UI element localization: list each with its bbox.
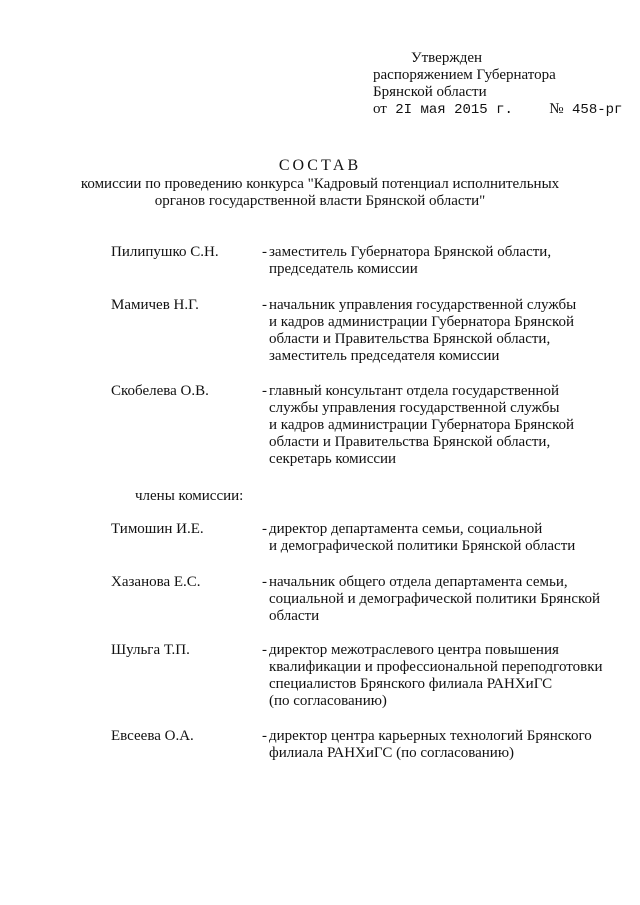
document-subtitle-line1: комиссии по проведению конкурса "Кадровый потенциал исполнительных [80,176,560,192]
member-name: Хазанова Е.С. [111,574,201,590]
approval-region: Брянской области [373,84,487,100]
member-dash: - [262,297,267,313]
member-name: Евсеева О.А. [111,728,194,744]
member-role [269,383,619,468]
member-role-line: квалификации и профессиональной переподготовки [269,659,603,675]
member-dash: - [262,642,267,658]
member-dash: - [262,521,267,537]
member-name: Скобелева О.В. [111,383,209,399]
approval-order: распоряжением Губернатора [373,67,556,83]
member-role-line: директор департамента семьи, социальной [269,521,543,537]
member-role-line: начальник общего отдела департамента семьи, [269,574,568,590]
member-role-line: директор межотраслевого центра повышения [269,642,559,658]
member-role [269,642,619,710]
member-name: Шульга Т.П. [111,642,190,658]
document-title: СОСТАВ [278,157,362,174]
member-role [269,728,619,762]
member-role-line: области [269,608,320,624]
member-role-line: области и Правительства Брянской области, [269,331,551,347]
member-role-line: председатель комиссии [269,261,418,277]
member-role-line: заместитель председателя комиссии [269,348,500,364]
member-role-line: специалистов Брянского филиала РАНХиГС [269,676,553,692]
member-role-line: и демографической политики Брянской области [269,538,576,554]
members-label: члены комиссии: [135,488,244,504]
member-role-line: заместитель Губернатора Брянской области, [269,244,552,260]
member-role [269,574,619,625]
approval-approved: Утвержден [411,50,483,66]
member-dash: - [262,574,267,590]
member-role [269,244,619,278]
member-role-line: службы управления государственной службы [269,400,560,416]
document-heading [0,156,640,210]
member-dash: - [262,728,267,744]
member-role-line: области и Правительства Брянской области, [269,434,551,450]
approval-number: 458-рг [572,102,623,118]
member-role-line: и кадров администрации Губернатора Брянской [269,417,575,433]
member-name: Мамичев Н.Г. [111,297,199,313]
approval-number-sign: № [549,101,564,117]
document-subtitle-line2: органов государственной власти Брянской области" [154,193,486,209]
member-role-line: главный консультант отдела государственной [269,383,560,399]
member-role-line: и кадров администрации Губернатора Брянской [269,314,575,330]
approval-date-prefix: от [373,101,387,117]
member-role-line: директор центра карьерных технологий Брянского [269,728,592,744]
member-role-line: (по согласованию) [269,693,387,709]
member-name: Тимошин И.Е. [111,521,204,537]
approval-date-line [373,101,633,118]
member-role-line: секретарь комиссии [269,451,397,467]
member-role [269,297,619,365]
approval-date: 2I мая 2015 г. [395,102,513,118]
member-role-line: филиала РАНХиГС (по согласованию) [269,745,515,761]
approval-stamp [373,50,633,118]
member-role-line: начальник управления государственной службы [269,297,577,313]
member-dash: - [262,383,267,399]
member-role [269,521,619,555]
member-name: Пилипушко С.Н. [111,244,219,260]
member-role-line: социальной и демографической политики Брянской [269,591,601,607]
member-dash: - [262,244,267,260]
